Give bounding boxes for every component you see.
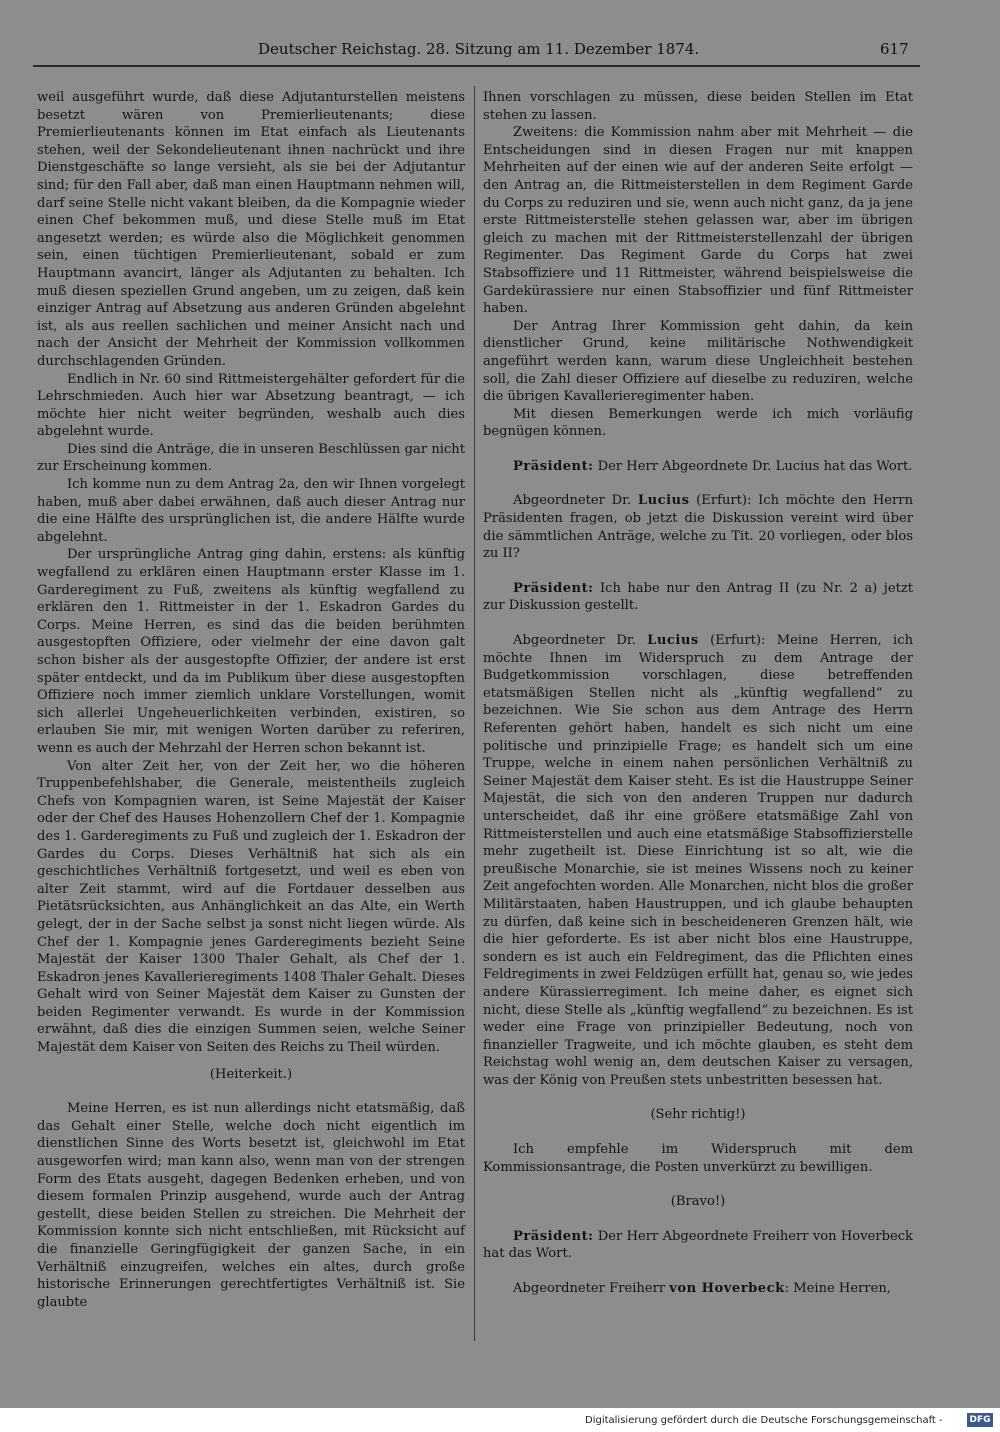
speaker-name: Lucius: [647, 633, 699, 649]
paragraph: Ich komme nun zu dem Antrag 2a, den wir Ihnen vorgelegt haben, muß aber dabei erwähnen, daß auch dieser Antrag nur die eine Hälfte des ursprünglichen ist, die andere Hälfte wurde abgelehnt.: [37, 477, 465, 545]
left-column: [37, 89, 465, 1311]
speech-president: [483, 1228, 913, 1263]
digitization-credit: Digitalisierung gefördert durch die Deutsche Forschungsgemeinschaft -: [585, 1415, 943, 1426]
speaker-prefix: Abgeordneter Dr.: [513, 493, 638, 509]
speaker-name: Lucius: [637, 493, 690, 509]
paragraph: Endlich in Nr. 60 sind Rittmeistergehälter gefordert für die Lehrschmieden. Auch hier war Absetzung beantragt, — ich möchte hier nicht weiter begründen, weshalb auch dies abgelehnt wurde.: [37, 371, 465, 440]
paragraph: Der Antrag Ihrer Kommission geht dahin, da kein dienstlicher Grund, keine militärische Nothwendigkeit angeführt werden kann, warum diese Ungleichheit bestehen soll, die Zahl dieser Offiziere auf dieselbe zu reduziren, welche die übrigen Kavallerieregimenter haben.: [483, 318, 913, 405]
speech-text: Ich habe nur den Antrag II (zu Nr. 2 a) jetzt zur Diskussion gestellt.: [483, 580, 913, 614]
paragraph: Meine Herren, es ist nun allerdings nicht etatsmäßig, daß das Gehalt einer Stelle, welche doch nicht eigentlich im dienstlichen Sinne des Worts besetzt ist, gleichwohl im Etat ausgeworfen wird; man kann also, wenn man von der strengen Form des Etats ausgeht, dagegen Bedenken erheben, und von diesem formalen Prinzip ausgehend, wurde auch der Antrag gestellt, diese beiden Stellen zu streichen. Die Mehrheit der Kommission konnte sich nicht entschließen, mit Rücksicht auf die finanzielle Geringfügigkeit der ganzen Sache, in ein Verhältniß einzugreifen, welches ein altes, durch große historische Erinnerungen gerechtfertigtes Verhältniß ist. Sie glaubte: [37, 1101, 465, 1310]
speech-president: [483, 458, 913, 476]
page-number: 617: [880, 40, 909, 58]
column-divider: [474, 86, 475, 1341]
speaker-prefix: Abgeordneter Dr.: [513, 633, 648, 649]
paragraph: Zweitens: die Kommission nahm aber mit Mehrheit — die Entscheidungen sind in diesen Fragen nur mit knappen Mehrheiten auf der einen wie auf der anderen Seite erfolgt — den Antrag an, die Rittmeisterstellen in dem Regiment Garde du Corps zu reduziren und sie, wenn auch nicht ganz, da ja jene erste Rittmeisterstelle stehen gelassen war, aber im übrigen gleich zu machen mit der Rittmeisterstellenzahl der übrigen Regimenter. Das Regiment Garde du Corps hat zwei Stabsoffiziere und 11 Rittmeister, während beispielsweise die Gardekürassiere nur einen Stabsoffizier und fünf Rittmeister haben.: [483, 125, 913, 317]
paragraph: Mit diesen Bemerkungen werde ich mich vorläufig begnügen können.: [483, 406, 913, 440]
speaker-prefix: Abgeordneter Freiherr: [513, 1281, 670, 1297]
speech-hoverbeck: [483, 1280, 913, 1298]
speech-president: [483, 580, 913, 615]
right-column: [483, 89, 913, 1298]
dfg-logo: DFG: [967, 1413, 993, 1427]
speech-text: : Meine Herren,: [784, 1281, 891, 1297]
page-header: [0, 40, 1000, 64]
speaker-name: Präsident:: [513, 1228, 594, 1244]
speaker-name: von Hoverbeck: [669, 1281, 785, 1297]
paragraph: weil ausgeführt wurde, daß diese Adjutanturstellen meistens besetzt wären von Premierlieutenants; diese Premierlieutenants können im Etat einfach als Lieutenants stehen, weil der Sekondelieutenant ihnen nachrückt und ihre Dienstgeschäfte so lange versieht, als sie bei der Adjutantur sind; für den Fall aber, daß man einen Hauptmann nehmen will, darf seine Stelle nicht vakant bleiben, da die Kompagnie wieder einen Chef bekommen muß, und diese Stelle muß im Etat angesetzt werden; es würde also die Möglichkeit genommen sein, einen tüchtigen Premierlieutenant, sobald er zum Hauptmann avancirt, länger als Adjutanten zu behalten. Ich muß diesen speziellen Grund angeben, um zu zeigen, daß kein einziger Antrag auf Absetzung aus anderen Gründen abgelehnt ist, als aus reellen sachlichen und meiner Ansicht nach und nach der Ansicht der Mehrheit der Kommission vollkommen durchschlagenden Gründen.: [37, 90, 465, 369]
speech-text: Der Herr Abgeordnete Freiherr von Hoverbeck hat das Wort.: [483, 1228, 913, 1262]
paragraph: Ihnen vorschlagen zu müssen, diese beiden Stellen im Etat stehen zu lassen.: [483, 90, 913, 123]
interjection: (Bravo!): [670, 1194, 726, 1210]
interjection: (Heiterkeit.): [209, 1066, 293, 1082]
speech-lucius: [483, 632, 913, 1089]
paragraph: Von alter Zeit her, von der Zeit her, wo die höheren Truppenbefehlshaber, die Generale, meistentheils zugleich Chefs von Kompagnien waren, ist Seine Majestät der Kaiser oder der Chef des Hauses Hohenzollern Chef der 1. Kompagnie des 1. Garderegiments zu Fuß und zugleich der 1. Eskadron der Gardes du Corps. Dieses Verhältniß hat sich als ein geschichtliches Verhältniß fortgesetzt, und weil es eben von alter Zeit stammt, wird auf die Fortdauer desselben aus Pietätsrücksichten, aus Anhänglichkeit an das Alte, ein Werth gelegt, der in der Sache selbst ja sonst nicht liegen würde. Als Chef der 1. Kompagnie jenes Garderegiments bezieht Seine Majestät der Kaiser 1300 Thaler Gehalt, als Chef der 1. Eskadron jenes Kavallerieregiments 1408 Thaler Gehalt. Dieses Gehalt wird von Seiner Majestät dem Kaiser zu Gunsten der beiden Regimenter verwandt. Es wurde in der Kommission erwähnt, daß dies die einzigen Summen seien, welche Seiner Majestät dem Kaiser von Seiten des Reichs zu Theil würden.: [37, 758, 465, 1056]
speech-text: Der Herr Abgeordnete Dr. Lucius hat das Wort.: [593, 458, 913, 474]
running-head: Deutscher Reichstag. 28. Sitzung am 11. Dezember 1874.: [258, 40, 700, 58]
header-rule: [33, 65, 920, 67]
speaker-name: Präsident:: [513, 458, 594, 474]
paragraph: Der ursprüngliche Antrag ging dahin, erstens: als künftig wegfallend zu erklären einen Hauptmann erster Klasse im 1. Garderegiment zu Fuß, zweitens als künftig wegfallend zu erklären den 1. Rittmeister in der 1. Eskadron Gardes du Corps. Meine Herren, es sind das die beiden berühmten ausgestopften Offiziere, oder vielmehr der eine davon galt schon bisher als der ausgestopfte Offizier, der andere ist erst später entdeckt, und da im Publikum über diese ausgestopften Offiziere noch immer ziemlich unklare Vorstellungen, womit sich allerlei Ungeheuerlichkeiten verbinden, existiren, so erlauben Sie mir, mit wenigen Worten darüber zu referiren, wenn es auch der Mehrzahl der Herren schon bekannt ist.: [37, 547, 465, 756]
paragraph: Dies sind die Anträge, die in unseren Beschlüssen gar nicht zur Erscheinung kommen.: [37, 441, 465, 475]
speech-text: (Erfurt): Meine Herren, ich möchte Ihnen im Widerspruch zu dem Antrage der Budgetkommission vorschlagen, diese betreffenden etatsmäßigen Stellen nicht als „künftig wegfallend“ zu bezeichnen. Wie Sie schon aus dem Antrage des Herrn Referenten gehört haben, handelt es sich nicht um eine politische und prinzipielle Frage; es handelt sich um eine Truppe, welche in einem nahen persönlichen Verhältniß zu Seiner Majestät dem Kaiser steht. Es ist die Haustruppe Seiner Majestät, die sich von den anderen Truppen nur dadurch unterscheidet, daß ihr eine größere etatsmäßige Zahl von Rittmeisterstellen und auch eine etatsmäßige Stabsoffizierstelle mehr zugetheilt ist. Diese Einrichtung ist so alt, wie die preußische Monarchie, sie ist meines Wissens noch zu keiner Zeit angefochten worden. Alle Monarchen, nicht blos die großer Militärstaaten, haben Haustruppen, und ich glaube behaupten zu dürfen, daß keine sich in bescheideneren Grenzen hält, wie die hier geforderte. Es ist aber nicht blos eine Haustruppe, sondern es ist auch ein Feldregiment, das die Pflichten eines Feldregiments in zwei Feldzügen erfüllt hat, genau so, wie jedes andere Kürassierregiment. Ich meine daher, es eignet sich nicht, diese Stelle als „künftig wegfallend“ zu bezeichnen. Es ist weder eine Frage von prinzipieller Bedeutung, noch von finanzieller Tragweite, und ich möchte glauben, es steht dem Reichstag wohl wenig an, dem deutschen Kaiser zu versagen, was der König von Preußen stets unbestritten besessen hat.: [483, 633, 913, 1088]
speech-text: (Erfurt): Ich möchte den Herrn Präsidenten fragen, ob jetzt die Diskussion vereint wird über die sämmtlichen Anträge, welche zu Tit. 20 vorliegen, oder blos zu II?: [483, 493, 913, 562]
paragraph: Ich empfehle im Widerspruch mit dem Kommissionsantrage, die Posten unverkürzt zu bewilligen.: [483, 1142, 913, 1175]
interjection: (Sehr richtig!): [650, 1107, 746, 1123]
speech-lucius: [483, 492, 913, 562]
speaker-name: Präsident:: [513, 580, 594, 596]
